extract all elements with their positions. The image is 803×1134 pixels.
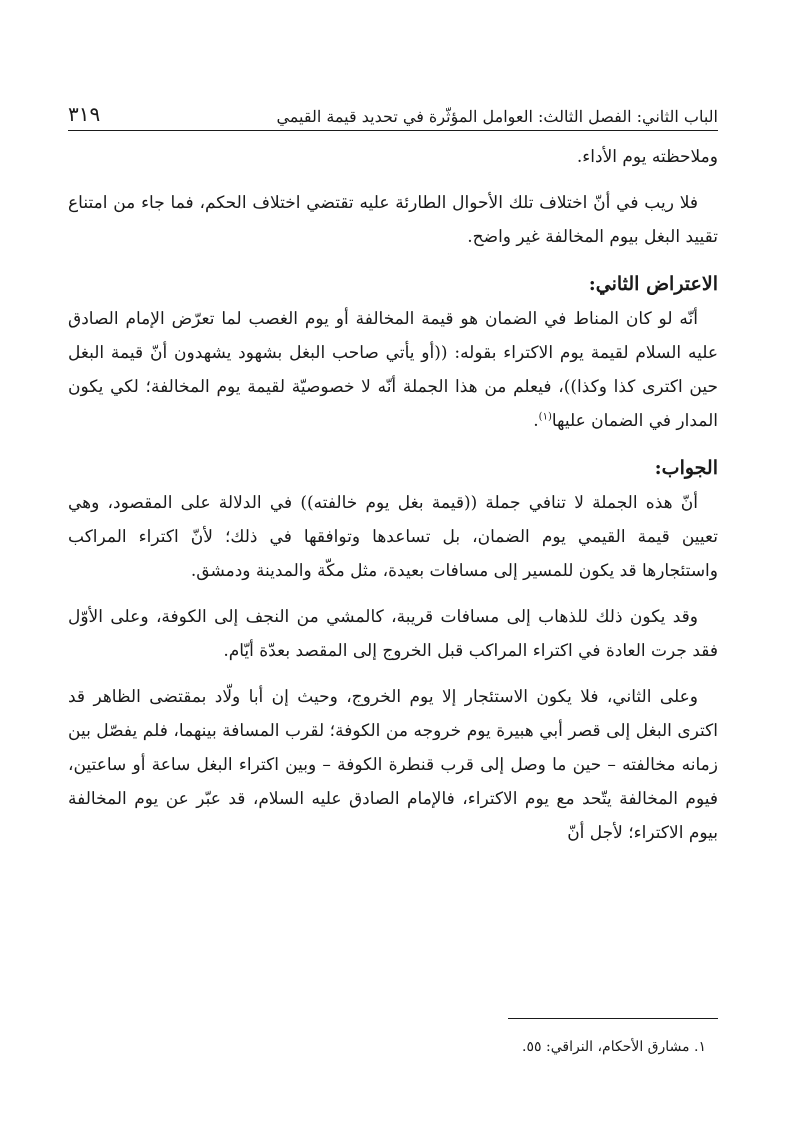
heading-second-objection: الاعتراض الثاني: (588, 273, 718, 295)
paragraph-3-text: أنّه لو كان المناط في الضمان هو قيمة المخالفة أو يوم الغصب لما تعرّض الإمام الصادق عليه السلام لقيمة يوم الاكتراء بقوله: ((أو يأتي صاحب البغل بشهود يشهدون أنّ قيمة البغل حين اكترى كذا وكذا))، فيعلم من هذا الجملة أنّه لا خصوصيّة لقيمة يوم المخالفة؛ لكي يكون المدار في الضمان عليها (68, 309, 718, 431)
paragraph-4: أنّ هذه الجملة لا تنافي جملة ((قيمة بغل يوم خالفته)) في الدلالة على المقصود، وهي تعيين قيمة القيمي يوم الضمان، بل تساعدها وتوافقها في ذلك؛ لأنّ اكتراء المراكب واستئجارها قد يكون للمسير إلى مسافات بعيدة، مثل مكّة والمدينة ودمشق. (68, 493, 718, 581)
page-body (68, 140, 718, 850)
paragraph-3 (68, 302, 718, 438)
header-title: الباب الثاني: الفصل الثالث: العوامل المؤثّرة في تحديد قيمة القيمي (276, 107, 718, 126)
footnote-reference[interactable]: (١) (538, 411, 552, 423)
paragraph-5: وقد يكون ذلك للذهاب إلى مسافات قريبة، كالمشي من النجف إلى الكوفة، وعلى الأوّل فقد جرت العادة في اكتراء المراكب قبل الخروج إلى المقصد بعدّة أيّام. (68, 607, 718, 661)
paragraph-3-end: . (533, 411, 539, 431)
footnote-divider (508, 1018, 718, 1019)
paragraph-2: فلا ريب في أنّ اختلاف تلك الأحوال الطارئة عليه تقتضي اختلاف الحكم، فما جاء من امتناع تقييد البغل بيوم المخالفة غير واضح. (68, 193, 718, 247)
page-number: ٣١٩ (68, 102, 101, 126)
heading-answer: الجواب: (654, 457, 718, 479)
book-page (68, 0, 718, 1134)
footnote: ١. مشارق الأحكام، النراقي: ٥٥. (522, 1039, 706, 1055)
paragraph-1: وملاحظته يوم الأداء. (576, 147, 718, 167)
running-header (68, 86, 718, 131)
paragraph-6: وعلى الثاني، فلا يكون الاستئجار إلا يوم الخروج، وحيث إن أبا ولّاد بمقتضى الظاهر قد اكترى البغل إلى قصر أبي هبيرة يوم خروجه من الكوفة؛ لقرب المسافة بينهما، فلم يفصّل بين زمانه مخالفته – حين ما وصل إلى قرب قنطرة الكوفة – وبين اكتراء البغل ساعة أو ساعتين، فيوم المخالفة يتّحد مع يوم الاكتراء، فالإمام الصادق عليه السلام، قد عبّر عن يوم المخالفة بيوم الاكتراء؛ لأجل أنّ (68, 687, 718, 843)
